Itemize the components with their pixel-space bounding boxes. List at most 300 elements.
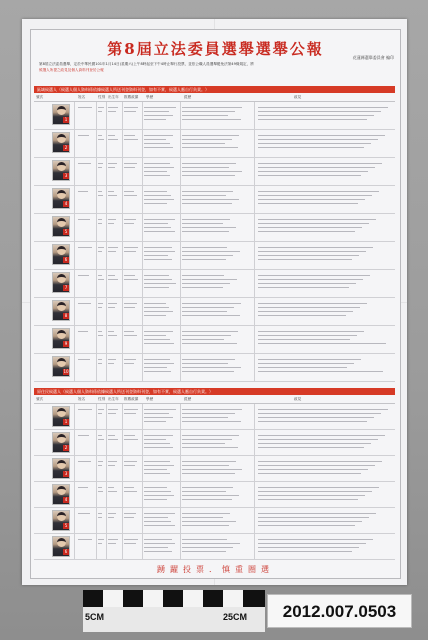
fine-print-line [98, 491, 103, 492]
column-divider [122, 456, 123, 481]
column-divider [96, 354, 97, 381]
fine-print-line [258, 435, 385, 436]
fine-print-line [258, 135, 385, 136]
fine-print-line [144, 115, 173, 116]
fine-print-line [258, 487, 379, 488]
fine-print-line [258, 139, 378, 140]
column-divider [180, 130, 181, 157]
column-divider [142, 326, 143, 353]
candidate-face [57, 408, 66, 417]
fine-print-line [108, 251, 116, 252]
fine-print-line [258, 143, 371, 144]
fine-print-line [108, 223, 114, 224]
column-divider [142, 456, 143, 481]
fine-print-line [182, 175, 235, 176]
fine-print-line [98, 517, 102, 518]
fine-print-line [258, 107, 388, 108]
fine-print-line [144, 421, 166, 422]
fine-print-line [258, 231, 355, 232]
column-divider [254, 298, 255, 325]
fine-print-line [108, 247, 118, 248]
fine-print-line [78, 247, 92, 248]
fine-print-line [258, 473, 361, 474]
candidate-face [57, 302, 66, 311]
column-divider [180, 158, 181, 185]
fine-print-line [144, 409, 176, 410]
fine-print-line [258, 167, 375, 168]
fine-print-line [144, 119, 166, 120]
candidate-number: 1 [64, 117, 68, 122]
fine-print-line [182, 439, 232, 440]
candidate-face [57, 246, 66, 255]
fine-print-line [182, 307, 234, 308]
scale-block-light [103, 590, 123, 607]
fine-print-line [78, 107, 92, 108]
candidate-face [57, 538, 66, 547]
fine-print-line [78, 409, 92, 410]
table-header-district [34, 94, 395, 102]
candidate-row [34, 130, 395, 158]
candidate-number: 8 [64, 313, 68, 318]
fine-print-line [258, 343, 386, 344]
fine-print-line [98, 513, 102, 514]
scale-block-light [143, 590, 163, 607]
column-divider [122, 158, 123, 185]
column-divider [122, 242, 123, 269]
column-divider [180, 404, 181, 429]
fine-print-line [144, 447, 173, 448]
column-divider [254, 326, 255, 353]
header-birth: 出生年 [108, 95, 119, 99]
fine-print-line [108, 279, 118, 280]
fine-print-line [144, 367, 167, 368]
column-divider [142, 242, 143, 269]
fine-print-line [108, 331, 114, 332]
header-number: 號次 [36, 397, 44, 401]
fine-print-line [258, 283, 356, 284]
column-divider [96, 298, 97, 325]
fine-print-line [182, 371, 234, 372]
fine-print-line [108, 461, 117, 462]
fine-print-line [144, 259, 172, 260]
column-divider [142, 430, 143, 455]
fine-print-line [144, 135, 173, 136]
header-sex: 性別 [98, 397, 106, 401]
fine-print-line [182, 203, 232, 204]
fine-print-line [182, 359, 235, 360]
fine-print-line [258, 517, 369, 518]
candidate-row [34, 214, 395, 242]
column-divider [122, 508, 123, 533]
scale-block-light [223, 590, 243, 607]
candidate-face [57, 162, 66, 171]
fine-print-line [182, 247, 227, 248]
candidate-face [57, 274, 66, 283]
fine-print-line [144, 311, 173, 312]
fine-print-line [182, 409, 242, 410]
fine-print-line [144, 111, 169, 112]
fine-print-line [144, 251, 175, 252]
fine-print-line [258, 223, 369, 224]
fine-print-line [124, 163, 137, 164]
fine-print-line [144, 413, 169, 414]
fine-print-line [144, 517, 168, 518]
fine-print-line [108, 107, 118, 108]
fine-print-line [258, 331, 364, 332]
column-divider [254, 158, 255, 185]
fine-print-line [144, 247, 172, 248]
fine-print-line [98, 331, 102, 332]
fine-print-line [108, 517, 114, 518]
fine-print-line [258, 495, 365, 496]
header-name: 姓名 [78, 397, 86, 401]
fine-print-line [144, 465, 174, 466]
fine-print-line [258, 491, 372, 492]
fine-print-line [124, 487, 134, 488]
column-divider [180, 456, 181, 481]
column-divider [254, 130, 255, 157]
fine-print-line [258, 439, 378, 440]
fine-print-line [144, 147, 173, 148]
fine-print-line [258, 547, 359, 548]
column-divider [254, 186, 255, 213]
fine-print-line [124, 491, 137, 492]
fine-print-line [182, 417, 228, 418]
candidate-number: 7 [64, 285, 68, 290]
candidate-row [34, 482, 395, 508]
fine-print-line [108, 487, 114, 488]
fine-print-line [144, 461, 170, 462]
column-divider [96, 130, 97, 157]
fine-print-line [258, 219, 376, 220]
fine-print-line [258, 199, 365, 200]
fine-print-line [144, 439, 166, 440]
fine-print-line [182, 487, 233, 488]
header-number: 號次 [36, 95, 44, 99]
fine-print-line [108, 413, 116, 414]
fine-print-line [108, 139, 118, 140]
column-divider [74, 158, 75, 185]
column-divider [96, 270, 97, 297]
column-divider [180, 270, 181, 297]
fine-print-line [124, 111, 136, 112]
candidate-row [34, 326, 395, 354]
column-divider [106, 404, 107, 429]
fine-print-line [144, 487, 167, 488]
fine-print-line [258, 115, 374, 116]
fine-print-line [144, 339, 170, 340]
fine-print-line [258, 315, 346, 316]
fine-print-line [182, 447, 238, 448]
fine-print-line [258, 413, 381, 414]
issuer-note: 花蓮縣選舉委員會 編印 [352, 55, 394, 60]
fine-print-line [144, 521, 171, 522]
fine-print-line [124, 275, 135, 276]
fine-print-line [144, 499, 167, 500]
fine-print-line [108, 513, 116, 514]
candidate-row [34, 158, 395, 186]
column-divider [142, 534, 143, 559]
column-divider [122, 214, 123, 241]
fine-print-line [144, 525, 175, 526]
fine-print-line [258, 163, 382, 164]
fine-print-line [108, 359, 116, 360]
fine-print-line [258, 469, 368, 470]
fine-print-line [78, 163, 91, 164]
fine-print-line [108, 335, 117, 336]
column-divider [180, 534, 181, 559]
fine-print-line [182, 163, 236, 164]
column-divider [106, 214, 107, 241]
fine-print-line [144, 223, 168, 224]
fine-print-line [108, 465, 115, 466]
column-divider [180, 214, 181, 241]
fine-print-line [258, 417, 374, 418]
candidate-row [34, 270, 395, 298]
column-divider [96, 508, 97, 533]
fine-print-line [182, 191, 233, 192]
header-experience: 經歷 [184, 95, 192, 99]
fine-print-line [182, 275, 224, 276]
fine-print-line [182, 119, 241, 120]
fine-print-line [182, 147, 238, 148]
fine-print-line [144, 331, 173, 332]
fine-print-line [108, 111, 116, 112]
fine-print-line [258, 339, 350, 340]
fine-print-line [144, 363, 174, 364]
header-platform: 政見 [294, 95, 302, 99]
fine-print-line [258, 247, 373, 248]
fine-print-line [182, 107, 242, 108]
column-divider [180, 482, 181, 507]
fine-print-line [182, 465, 229, 466]
fine-print-line [78, 487, 88, 488]
fine-print-line [144, 175, 170, 176]
fine-print-line [78, 191, 88, 192]
fine-print-line [108, 303, 117, 304]
candidate-face [57, 486, 66, 495]
fine-print-line [258, 421, 367, 422]
fine-print-line [108, 491, 117, 492]
fine-print-line [124, 223, 134, 224]
column-divider [180, 242, 181, 269]
fine-print-line [144, 287, 169, 288]
fine-print-line [182, 421, 241, 422]
fine-print-line [144, 469, 167, 470]
column-divider [180, 430, 181, 455]
candidate-number: 5 [64, 229, 68, 234]
column-divider [254, 430, 255, 455]
fine-print-line [124, 135, 135, 136]
candidate-number: 4 [64, 201, 68, 206]
fine-print-line [144, 203, 167, 204]
column-divider [106, 326, 107, 353]
candidate-number: 5 [64, 523, 68, 528]
candidate-number: 2 [64, 145, 68, 150]
column-divider [106, 158, 107, 185]
fine-print-line [182, 219, 230, 220]
candidate-face [57, 218, 66, 227]
fine-print-line [108, 219, 116, 220]
fine-print-line [144, 435, 173, 436]
fine-print-line [258, 513, 376, 514]
fine-print-line [182, 495, 239, 496]
fine-print-line [108, 167, 115, 168]
column-divider [96, 186, 97, 213]
column-divider [96, 102, 97, 129]
column-divider [254, 482, 255, 507]
fine-print-line [78, 303, 91, 304]
column-divider [180, 508, 181, 533]
fine-print-line [144, 255, 168, 256]
header-party: 推薦政黨 [124, 397, 139, 401]
header-sex: 性別 [98, 95, 106, 99]
fine-print-line [98, 487, 102, 488]
column-divider [254, 534, 255, 559]
fine-print-line [78, 435, 89, 436]
bulletin-frame [30, 29, 401, 579]
column-divider [106, 508, 107, 533]
column-divider [122, 270, 123, 297]
candidate-row [34, 508, 395, 534]
fine-print-line [124, 465, 135, 466]
fine-print-line [182, 335, 231, 336]
candidate-face [57, 106, 66, 115]
fine-print-line [98, 107, 104, 108]
fine-print-line [258, 311, 353, 312]
column-divider [254, 354, 255, 381]
fine-print-line [144, 227, 171, 228]
fine-print-line [182, 343, 237, 344]
fine-print-line [182, 139, 232, 140]
column-divider [74, 242, 75, 269]
column-divider [74, 270, 75, 297]
column-divider [254, 242, 255, 269]
column-divider [142, 270, 143, 297]
fine-print-line [144, 139, 166, 140]
fine-print-line [98, 247, 104, 248]
candidate-number: 9 [64, 341, 68, 346]
fine-print-line [98, 335, 103, 336]
candidate-number: 6 [64, 549, 68, 554]
column-divider [254, 404, 255, 429]
fine-print-line [124, 191, 134, 192]
column-divider [142, 298, 143, 325]
fine-print-line [124, 303, 137, 304]
candidate-row [34, 430, 395, 456]
fine-print-line [124, 435, 135, 436]
candidate-face [57, 460, 66, 469]
scale-block-light [183, 590, 203, 607]
fine-print-line [258, 191, 379, 192]
fine-print-line [98, 307, 102, 308]
fine-print-line [108, 163, 117, 164]
fine-print-line [144, 371, 171, 372]
fine-print-line [144, 513, 175, 514]
fine-print-line [98, 303, 103, 304]
column-divider [106, 102, 107, 129]
column-divider [122, 102, 123, 129]
fine-print-line [124, 195, 137, 196]
candidate-number: 10 [63, 369, 69, 374]
candidate-face [57, 134, 66, 143]
fine-print-line [124, 219, 136, 220]
column-divider [254, 270, 255, 297]
fine-print-line [98, 251, 102, 252]
fine-print-line [182, 363, 228, 364]
fine-print-line [182, 543, 240, 544]
candidate-row [34, 102, 395, 130]
fine-print-line [144, 195, 171, 196]
fine-print-line [144, 107, 176, 108]
fine-print-line [182, 413, 235, 414]
fine-print-line [258, 171, 368, 172]
fine-print-line [258, 443, 371, 444]
column-divider [96, 214, 97, 241]
fine-print-line [258, 175, 361, 176]
fine-print-line [78, 331, 88, 332]
fine-print-line [78, 539, 92, 540]
fine-print-line [124, 331, 134, 332]
fine-print-line [182, 223, 223, 224]
fine-print-line [124, 409, 138, 410]
fine-print-line [182, 255, 233, 256]
fine-print-line [182, 171, 242, 172]
column-divider [106, 456, 107, 481]
column-divider [74, 186, 75, 213]
fine-print-line [108, 409, 118, 410]
fine-print-line [258, 539, 373, 540]
fine-print-line [182, 115, 228, 116]
column-divider [122, 326, 123, 353]
fine-print-line [98, 435, 102, 436]
fine-print-line [124, 335, 137, 336]
fine-print-line [258, 543, 366, 544]
fine-print-line [182, 551, 226, 552]
fine-print-line [182, 231, 229, 232]
voting-slogan: 踴躍投票．慎重圈選 [157, 565, 274, 574]
column-divider [74, 508, 75, 533]
fine-print-line [258, 287, 349, 288]
fine-print-line [98, 139, 104, 140]
color-scale-bar [83, 590, 265, 632]
fine-print-line [182, 195, 226, 196]
fine-print-line [108, 539, 118, 540]
fine-print-line [108, 191, 114, 192]
column-divider [74, 404, 75, 429]
scale-block-dark [243, 590, 265, 607]
fine-print-line [108, 435, 115, 436]
fine-print-line [182, 499, 232, 500]
fine-print-line [258, 119, 367, 120]
fine-print-line [124, 439, 138, 440]
fine-print-line [108, 275, 115, 276]
candidate-number: 6 [64, 257, 68, 262]
column-divider [254, 508, 255, 533]
fine-print-line [144, 443, 170, 444]
candidate-row [34, 186, 395, 214]
column-divider [122, 430, 123, 455]
column-divider [96, 456, 97, 481]
fine-print-line [182, 167, 229, 168]
fine-print-line [124, 359, 136, 360]
fine-print-line [182, 303, 241, 304]
fine-print-line [108, 135, 115, 136]
fine-print-line [98, 111, 102, 112]
fine-print-line [108, 307, 115, 308]
fine-print-line [144, 163, 170, 164]
candidate-face [57, 512, 66, 521]
